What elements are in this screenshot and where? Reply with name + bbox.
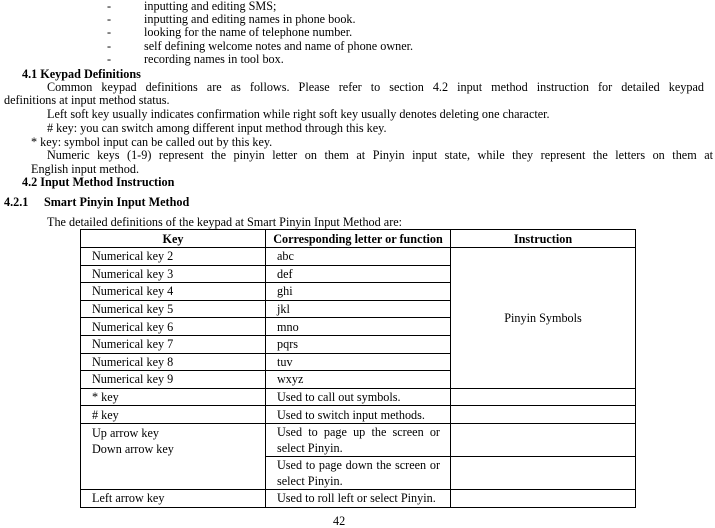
paragraph-line: * key: symbol input can be called out by this key. <box>31 135 273 149</box>
paragraph-line: Left soft key usually indicates confirmation while right soft key usually denotes deleting one character. <box>47 107 550 121</box>
bullet-text: inputting and editing SMS; <box>144 0 277 13</box>
subsection-number: 4.2.1 <box>4 195 29 209</box>
bullet-dash: - <box>107 25 112 39</box>
bullet-text: self defining welcome notes and name of phone owner. <box>144 39 414 53</box>
bullet-dash: - <box>107 0 112 13</box>
table-row <box>81 489 636 507</box>
header-instruction: Instruction <box>451 230 636 248</box>
key-cell: Left arrow key <box>81 489 266 507</box>
paragraph-line: Numeric keys (1-9) represent the pinyin letter on them at Pinyin input state, while they represent the letters on them at <box>47 148 713 162</box>
bullet-text: looking for the name of telephone number. <box>144 25 353 39</box>
table-row <box>81 423 636 456</box>
paragraph-line: Common keypad definitions are as follows. Please refer to section 4.2 input method instruction for detailed keypad <box>47 80 704 94</box>
bullet-text: inputting and editing names in phone book. <box>144 12 356 26</box>
section-heading-4-1: 4.1 Keypad Definitions <box>22 67 141 81</box>
key-cell: # key <box>81 406 266 424</box>
arrow-keys-cell <box>81 423 266 489</box>
table-header-row <box>81 230 636 248</box>
key-cell: Numerical key 2 <box>81 248 266 266</box>
bullet-item <box>0 12 715 26</box>
value-cell: tuv <box>266 353 451 371</box>
value-cell: wxyz <box>266 371 451 389</box>
keypad-table <box>80 229 636 508</box>
bullet-item <box>0 39 715 53</box>
value-cell: Used to call out symbols. <box>266 388 451 406</box>
up-arrow-key-label: Up arrow key <box>92 425 160 440</box>
key-cell: Numerical key 3 <box>81 265 266 283</box>
value-cell: mno <box>266 318 451 336</box>
value-cell: Used to page up the screen or select Pinyin. <box>266 423 451 456</box>
bullet-dash: - <box>107 52 112 66</box>
header-function: Corresponding letter or function <box>266 230 451 248</box>
bullet-item <box>0 52 715 66</box>
value-cell: def <box>266 265 451 283</box>
empty-cell <box>451 406 636 424</box>
empty-cell <box>451 423 636 456</box>
key-cell: Numerical key 5 <box>81 300 266 318</box>
section-heading-4-2: 4.2 Input Method Instruction <box>22 175 175 189</box>
empty-cell <box>451 388 636 406</box>
paragraph-line: English input method. <box>31 162 139 176</box>
table-row <box>81 406 636 424</box>
key-cell: Numerical key 7 <box>81 335 266 353</box>
table-row <box>81 248 636 266</box>
value-cell: pqrs <box>266 335 451 353</box>
value-cell: Used to switch input methods. <box>266 406 451 424</box>
subsection-title: Smart Pinyin Input Method <box>44 195 190 209</box>
bullet-text: recording names in tool box. <box>144 52 284 66</box>
key-cell: Numerical key 8 <box>81 353 266 371</box>
pinyin-instruction-cell: Pinyin Symbols <box>451 248 636 389</box>
table-row <box>81 388 636 406</box>
key-cell: Numerical key 6 <box>81 318 266 336</box>
table-intro: The detailed definitions of the keypad at Smart Pinyin Input Method are: <box>47 215 403 229</box>
value-cell: jkl <box>266 300 451 318</box>
value-cell: Used to roll left or select Pinyin. <box>266 489 451 507</box>
value-cell: ghi <box>266 283 451 301</box>
key-cell: Numerical key 4 <box>81 283 266 301</box>
header-key: Key <box>81 230 266 248</box>
empty-cell <box>451 489 636 507</box>
value-cell: abc <box>266 248 451 266</box>
empty-cell <box>451 456 636 489</box>
down-arrow-key-label: Down arrow key <box>92 441 174 456</box>
paragraph-line: # key: you can switch among different input method through this key. <box>47 121 387 135</box>
bullet-dash: - <box>107 12 112 26</box>
bullet-dash: - <box>107 39 112 53</box>
value-cell: Used to page down the screen or select Pinyin. <box>266 456 451 489</box>
bullet-item <box>0 25 715 39</box>
key-cell: Numerical key 9 <box>81 371 266 389</box>
paragraph-line: definitions at input method status. <box>4 93 170 107</box>
key-cell: * key <box>81 388 266 406</box>
page-number: 42 <box>333 514 346 528</box>
